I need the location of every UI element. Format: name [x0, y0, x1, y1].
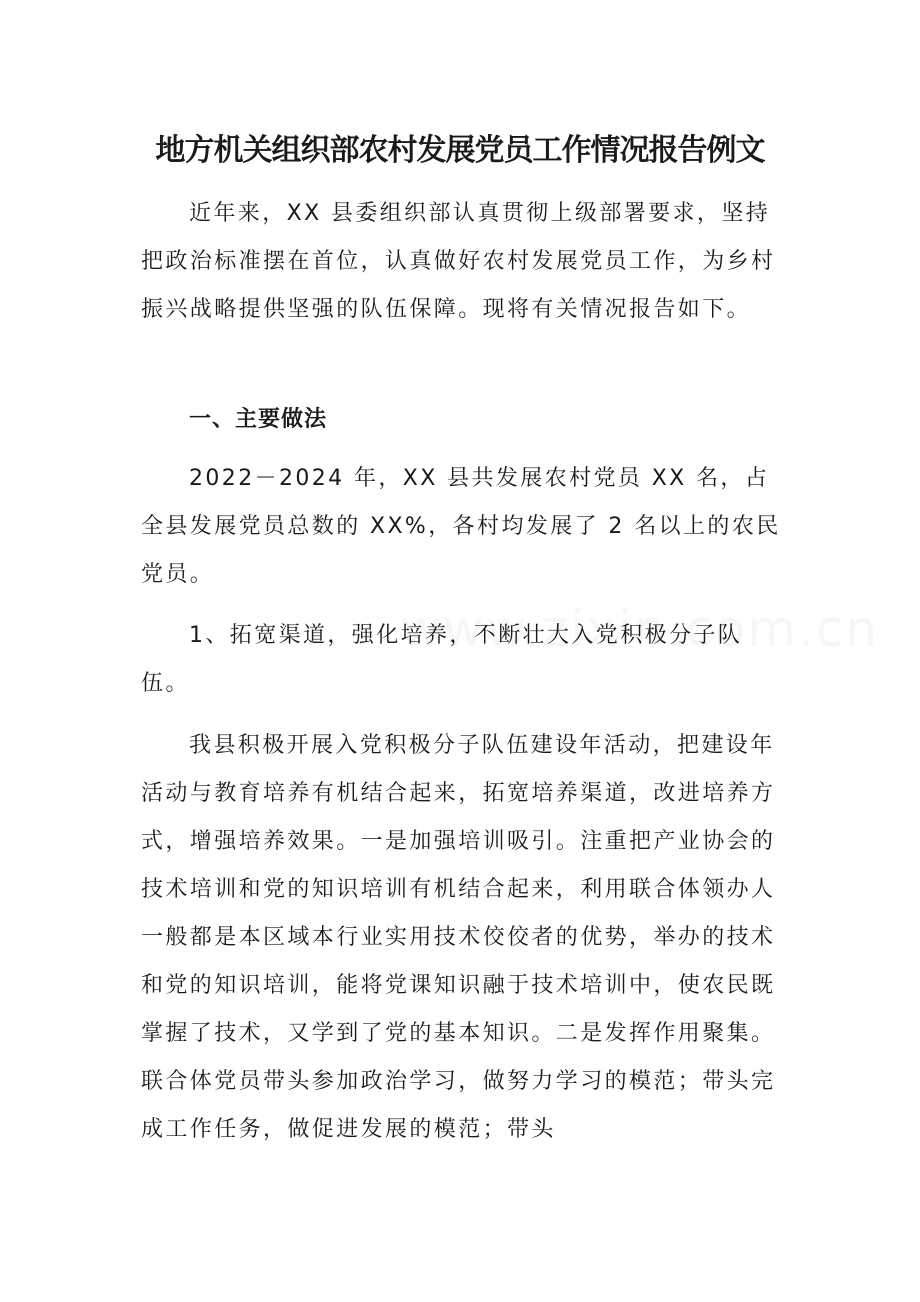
watermark	[400, 600, 879, 658]
section-paragraph: 2022－2024 年，XX 县共发展农村党员 XX 名，占全县发展党员总数的 XX%，各村均发展了 2 名以上的农民党员。	[141, 466, 781, 587]
section-heading: 一、主要做法	[189, 407, 328, 432]
subsection-paragraph: 我县积极开展入党积极分子队伍建设年活动，把建设年活动与教育培养有机结合起来，拓宽培养渠道，改进培养方式，增强培养效果。一是加强培训吸引。注重把产业协会的技术培训和党的知识培训有机结合起来，利用联合体领办人一般都是本区域本行业实用技术佼佼者的优势，举办的技术和党的知识培训，能将党课知识融于技术培训中，使农民既掌握了技术，又学到了党的基本知识。二是发挥作用聚集。联合体党员带头参加政治学习，做努力学习的模范；带头完成工作任务，做促进发展的模范；带头	[141, 733, 776, 1142]
document-title: 地方机关组织部农村发展党员工作情况报告例文	[155, 133, 765, 168]
intro-paragraph: 近年来，XX 县委组织部认真贯彻上级部署要求，坚持把政治标准摆在首位，认真做好农村发展党员工作，为乡村振兴战略提供坚强的队伍保障。现将有关情况报告如下。	[141, 201, 776, 322]
subsection-heading: 1、拓宽渠道，强化培养，不断壮大入党积极分子队伍。	[141, 623, 743, 696]
